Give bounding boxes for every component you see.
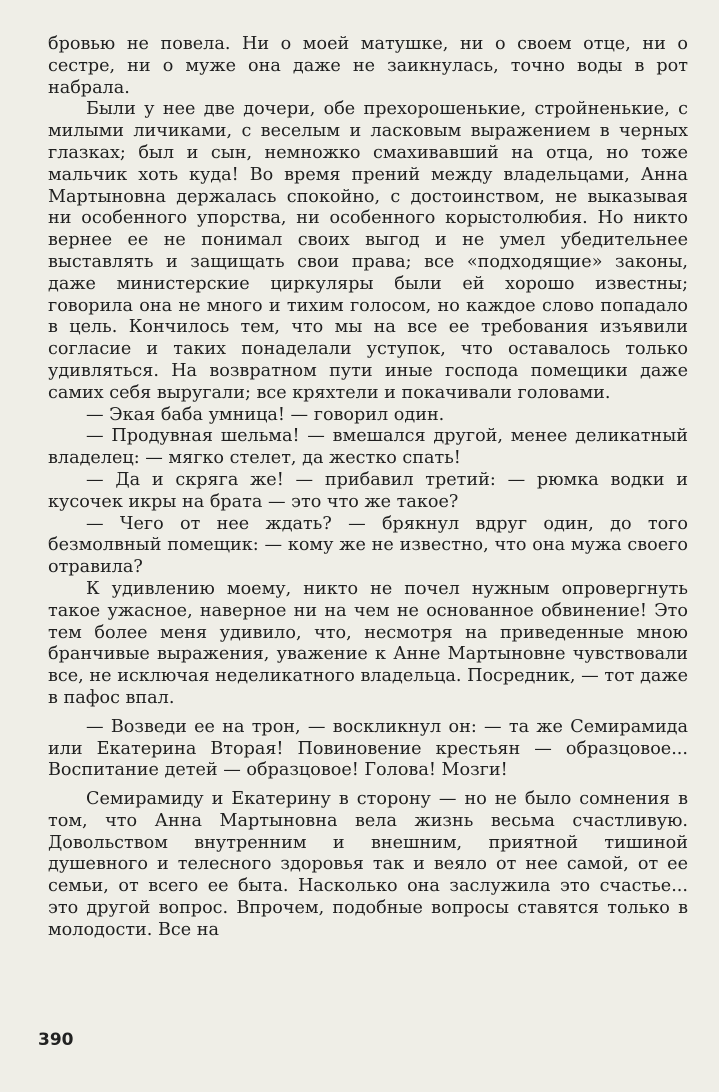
dialogue-line-1: — Экая баба умница! — говорил один.: [86, 404, 445, 425]
dialogue-line-3: — Да и скряга же! — прибавил третий: — рюмка водки и кусочек икры на брата — это что же такое?: [48, 469, 688, 512]
paragraph-surprise: К удивлению моему, никто не почел нужным опровергнуть такое ужасное, наверное ни на чем не основанное обвинение! Это тем более меня удивило, что, несмотря на приведенные мною бранчивые выражения, уважение к Анне Мартыновне чувствовали все, не исключая неделикатного владельца. Посредник, — тот даже в пафос впал.: [48, 578, 688, 708]
dialogue-mediator: — Возведи ее на трон, — воскликнул он: — та же Семирамида или Екатерина Вторая! Повиновение крестьян — образцовое... Воспитание детей — образцовое! Голова! Мозги!: [48, 716, 688, 781]
page-number: 390: [38, 1030, 74, 1050]
dialogue-line-2: — Продувная шельма! — вмешался другой, менее деликатный владелец: — мягко стелет, да жестко спать!: [48, 426, 688, 469]
dialogue-line-4: — Чего от нее ждать? — брякнул вдруг один, до того безмолвный помещик: — кому же не известно, что она мужа своего отравила?: [48, 513, 688, 578]
page-text: [48, 34, 688, 942]
paragraph-happiness: Семирамиду и Екатерину в сторону — но не было сомнения в том, что Анна Мартыновна вела жизнь весьма счастливую. Довольством внутренним и внешним, приятной тишиной душевного и телесного здоровья так и веяло от нее самой, от ее семьи, от всего ее быта. Насколько она заслужила это счастье... это другой вопрос. Впрочем, подобные вопросы ставятся только в молодости. Все на: [48, 789, 688, 940]
paragraph-continuation: бровью не повела. Ни о моей матушке, ни о своем отце, ни о сестре, ни о муже она даже не заикнулась, точно воды в рот набрала.: [48, 34, 688, 98]
paragraph-daughters: Были у нее две дочери, обе прехорошенькие, стройненькие, с милыми личиками, с веселым и ласковым выражением в черных глазках; был и сын, немножко смахивавший на отца, но тоже мальчик хоть куда! Во время прений между владельцами, Анна Мартыновна держалась спокойно, с достоинством, не выказывая ни особенного упорства, ни особенного корыстолюбия. Но никто вернее ее не понимал своих выгод и не умел убедительнее выставлять и защищать свои права; все «подходящие» законы, даже министерские циркуляры были ей хорошо известны; говорила она не много и тихим голосом, но каждое слово попадало в цель. Кончилось тем, что мы на все ее требования изъявили согласие и таких понаделали уступок, что оставалось только удивляться. На возвратном пути иные господа помещики даже самих себя выругали; все кряхтели и покачивали головами.: [48, 99, 688, 403]
